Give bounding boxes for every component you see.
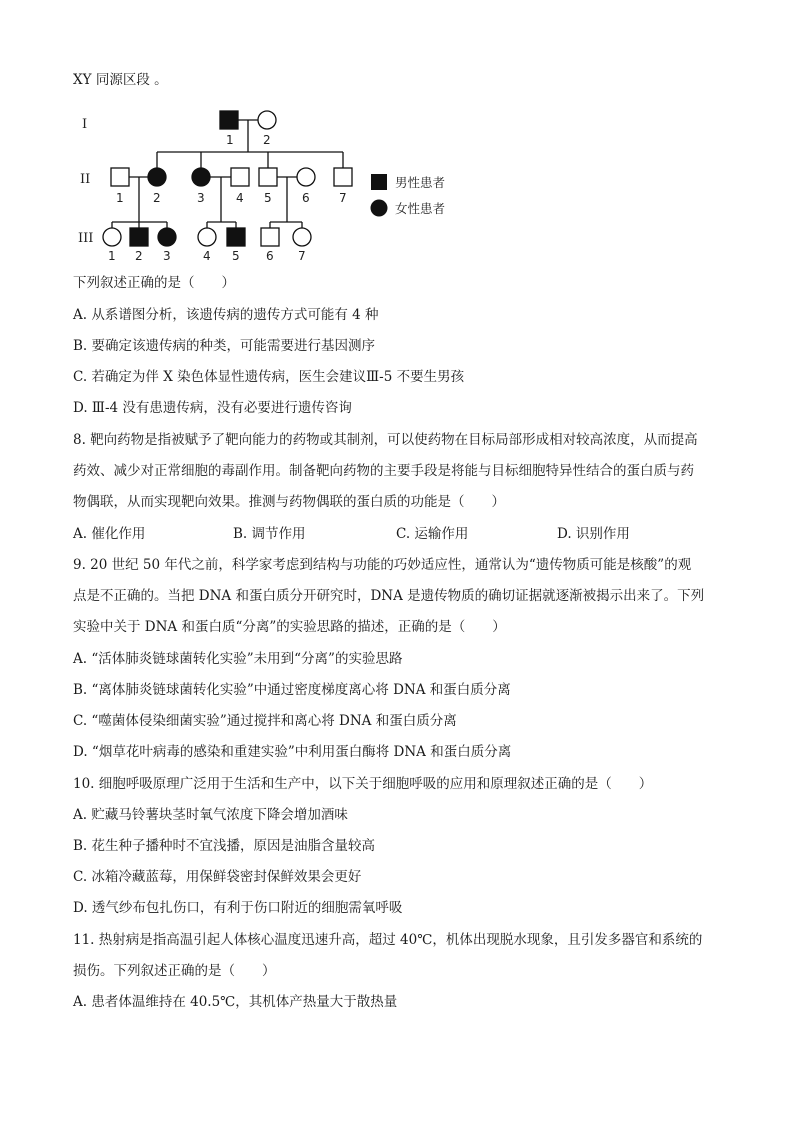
pedigree-chart — [70, 100, 490, 265]
pedigree-number: 7 — [298, 249, 306, 263]
q8-option-d: D. 识别作用 — [557, 526, 630, 542]
legend-male-affected-icon — [371, 174, 387, 190]
pedigree-female-affected — [192, 168, 210, 186]
q7-option-a: A. 从系谱图分析，该遗传病的遗传方式可能有 4 种 — [73, 307, 379, 323]
q10-option-b: B. 花生种子播种时不宜浅播，原因是油脂含量较高 — [73, 838, 376, 854]
pedigree-female — [103, 228, 121, 246]
pedigree-number: 5 — [264, 191, 272, 205]
q7-stem: 下列叙述正确的是（ ） — [73, 275, 235, 291]
pedigree-number: 5 — [232, 249, 240, 263]
q8-option-c: C. 运输作用 — [396, 526, 469, 542]
q11-stem-line-2: 损伤。下列叙述正确的是（ ） — [73, 963, 276, 979]
pedigree-female-affected — [148, 168, 166, 186]
pedigree-female-affected — [158, 228, 176, 246]
pedigree-male-affected — [130, 228, 148, 246]
legend-female-affected-icon — [371, 200, 388, 217]
q8-option-a: A. 催化作用 — [73, 526, 146, 542]
pedigree-number: 1 — [226, 133, 234, 147]
q10-stem: 10. 细胞呼吸原理广泛用于生活和生产中，以下关于细胞呼吸的应用和原理叙述正确的是（ ） — [73, 776, 653, 792]
q9-stem-line-1: 9. 20 世纪 50 年代之前，科学家考虑到结构与功能的巧妙适应性，通常认为“遗传物质可能是核酸”的观 — [73, 557, 692, 573]
pedigree-number: 6 — [266, 249, 274, 263]
q9-option-b: B. “离体肺炎链球菌转化实验”中通过密度梯度离心将 DNA 和蛋白质分离 — [73, 682, 511, 698]
pedigree-male — [261, 228, 279, 246]
q8-stem-line-2: 药效、减少对正常细胞的毒副作用。制备靶向药物的主要手段是将能与目标细胞特异性结合的蛋白质与药 — [73, 463, 694, 479]
pedigree-number: 3 — [163, 249, 171, 263]
q7-option-c: C. 若确定为伴 X 染色体显性遗传病，医生会建议Ⅲ-5 不要生男孩 — [73, 369, 465, 385]
q8-option-b: B. 调节作用 — [233, 526, 306, 542]
pedigree-number: 7 — [339, 191, 347, 205]
legend-female-affected-label: 女性患者 — [395, 201, 446, 216]
generation-label-1: I — [82, 117, 88, 132]
q11-option-a: A. 患者体温维持在 40.5℃，其机体产热量大于散热量 — [73, 994, 398, 1010]
pedigree-number: 4 — [203, 249, 211, 263]
pedigree-number: 4 — [236, 191, 244, 205]
q10-option-c: C. 冰箱冷藏蓝莓，用保鲜袋密封保鲜效果会更好 — [73, 869, 362, 885]
q9-option-d: D. “烟草花叶病毒的感染和重建实验”中利用蛋白酶将 DNA 和蛋白质分离 — [73, 744, 512, 760]
pedigree-male — [111, 168, 129, 186]
q11-stem-line-1: 11. 热射病是指高温引起人体核心温度迅速升高，超过 40℃，机体出现脱水现象，且引发多器官和系统的 — [73, 932, 703, 948]
pedigree-number: 6 — [302, 191, 310, 205]
q9-stem-line-3: 实验中关于 DNA 和蛋白质“分离”的实验思路的描述，正确的是（ ） — [73, 619, 506, 635]
pedigree-female — [297, 168, 315, 186]
pedigree-male — [231, 168, 249, 186]
pedigree-male-affected — [227, 228, 245, 246]
q10-option-a: A. 贮藏马铃薯块茎时氧气浓度下降会增加酒味 — [73, 807, 348, 823]
pedigree-male-affected — [220, 111, 238, 129]
pedigree-female — [258, 111, 276, 129]
pedigree-male — [334, 168, 352, 186]
q8-stem-line-3: 物偶联，从而实现靶向效果。推测与药物偶联的蛋白质的功能是（ ） — [73, 494, 505, 510]
generation-label-2: II — [80, 172, 91, 187]
pedigree-number: 1 — [108, 249, 116, 263]
pedigree-female — [293, 228, 311, 246]
top-fragment: XY 同源区段 。 — [73, 72, 168, 88]
q7-option-b: B. 要确定该遗传病的种类，可能需要进行基因测序 — [73, 338, 376, 354]
pedigree-number: 3 — [197, 191, 205, 205]
pedigree-number: 1 — [116, 191, 124, 205]
q9-option-a: A. “活体肺炎链球菌转化实验”未用到“分离”的实验思路 — [73, 651, 403, 667]
generation-label-3: III — [78, 231, 94, 246]
q8-stem-line-1: 8. 靶向药物是指被赋予了靶向能力的药物或其制剂，可以使药物在目标局部形成相对较高浓度，从而提高 — [73, 432, 698, 448]
legend-male-affected-label: 男性患者 — [395, 175, 446, 190]
pedigree-female — [198, 228, 216, 246]
q7-option-d: D. Ⅲ-4 没有患遗传病，没有必要进行遗传咨询 — [73, 400, 352, 416]
q9-option-c: C. “噬菌体侵染细菌实验”通过搅拌和离心将 DNA 和蛋白质分离 — [73, 713, 457, 729]
pedigree-number: 2 — [135, 249, 143, 263]
pedigree-number: 2 — [153, 191, 161, 205]
pedigree-male — [259, 168, 277, 186]
q10-option-d: D. 透气纱布包扎伤口，有利于伤口附近的细胞需氧呼吸 — [73, 900, 403, 916]
pedigree-number: 2 — [263, 133, 271, 147]
q9-stem-line-2: 点是不正确的。当把 DNA 和蛋白质分开研究时，DNA 是遗传物质的确切证据就逐渐被揭示出来了。下列 — [73, 588, 705, 604]
